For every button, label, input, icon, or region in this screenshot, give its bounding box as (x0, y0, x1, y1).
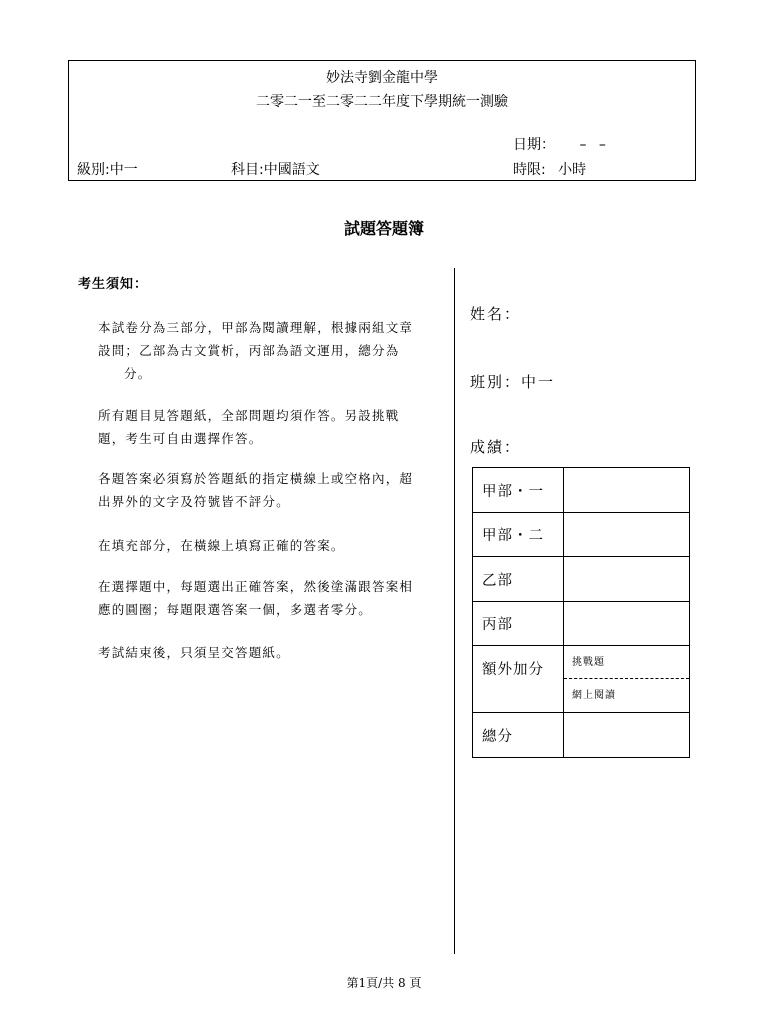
subject-value: 中國語文 (263, 162, 320, 178)
score-cell[interactable] (564, 468, 690, 513)
school-name: 妙法寺劉金龍中學 (326, 70, 438, 86)
subject-label: 科目: (231, 162, 264, 178)
level-label: 級別: (77, 162, 110, 178)
notice-paragraph-5 (98, 575, 413, 621)
class-label: 班別：中一 (470, 373, 556, 391)
notice-line: 應的圓圈；每題限選答案一個，多選者零分。 (98, 602, 373, 617)
notice-paragraph-4 (98, 534, 345, 557)
notice-paragraph-1 (98, 316, 413, 385)
page-number: 第1頁/共 8 頁 (346, 976, 422, 990)
score-row (473, 557, 690, 602)
score-row-label: 總分 (473, 713, 564, 758)
notice-line: 本試卷分為三部分，甲部為閱讀理解，根據兩組文章 (98, 320, 414, 335)
subject-field (231, 159, 320, 179)
time-field (513, 159, 586, 179)
notice-line: 在選擇題中，每題選出正確答案，然後塗滿跟答案相 (98, 579, 414, 594)
score-row (473, 602, 690, 646)
page-title: 試題答題簿 (343, 219, 424, 238)
extra-score-cell (564, 646, 690, 713)
notice-line: 分。 (124, 366, 152, 381)
time-value: 小時 (558, 162, 587, 178)
exam-name: 二零二一至二零二二年度下學期統一測驗 (256, 94, 508, 110)
notice-title: 考生須知： (78, 277, 149, 292)
notice-line: 在填充部分，在橫線上填寫正確的答案。 (98, 538, 345, 553)
score-row (473, 713, 690, 758)
score-row-label: 甲部・一 (473, 468, 564, 513)
score-row-label: 丙部 (473, 602, 564, 646)
notice-line: 考試結束後，只須呈交答題紙。 (98, 645, 290, 660)
notice-line: 出界外的文字及符號皆不評分。 (98, 494, 290, 509)
notice-paragraph-3 (98, 467, 413, 513)
score-row (473, 468, 690, 513)
exam-header (68, 60, 696, 181)
level-field (77, 159, 138, 179)
date-value: – – (579, 137, 610, 153)
score-label: 成績： (470, 438, 522, 456)
column-divider (454, 268, 455, 954)
date-label: 日期： (513, 137, 555, 153)
name-label: 姓名： (470, 305, 522, 323)
notice-line: 各題答案必須寫於答題紙的指定橫線上或空格內，超 (98, 471, 414, 486)
score-row (473, 513, 690, 557)
total-score-cell[interactable] (564, 713, 690, 758)
score-row-label: 乙部 (473, 557, 564, 602)
score-cell[interactable] (564, 557, 690, 602)
notice-line: 所有題目見答題紙，全部問題均須作答。另設挑戰 (98, 408, 400, 423)
notice-line: 設問；乙部為古文賞析，丙部為語文運用，總分為 (98, 343, 400, 358)
notice-paragraph-2 (98, 404, 399, 450)
date-field (513, 134, 610, 154)
score-row-label: 額外加分 (473, 646, 564, 713)
score-row (473, 646, 690, 713)
notice-paragraph-6 (98, 641, 290, 664)
score-cell[interactable] (564, 513, 690, 557)
time-label: 時限: (513, 162, 546, 178)
level-value: 中一 (109, 162, 138, 178)
score-row-label: 甲部・二 (473, 513, 564, 557)
score-table (472, 467, 690, 758)
notice-line: 題，考生可自由選擇作答。 (98, 431, 263, 446)
score-cell[interactable] (564, 602, 690, 646)
challenge-question-score[interactable]: 挑戰題 (564, 646, 689, 679)
online-reading-score[interactable]: 網上閱讀 (572, 690, 616, 701)
